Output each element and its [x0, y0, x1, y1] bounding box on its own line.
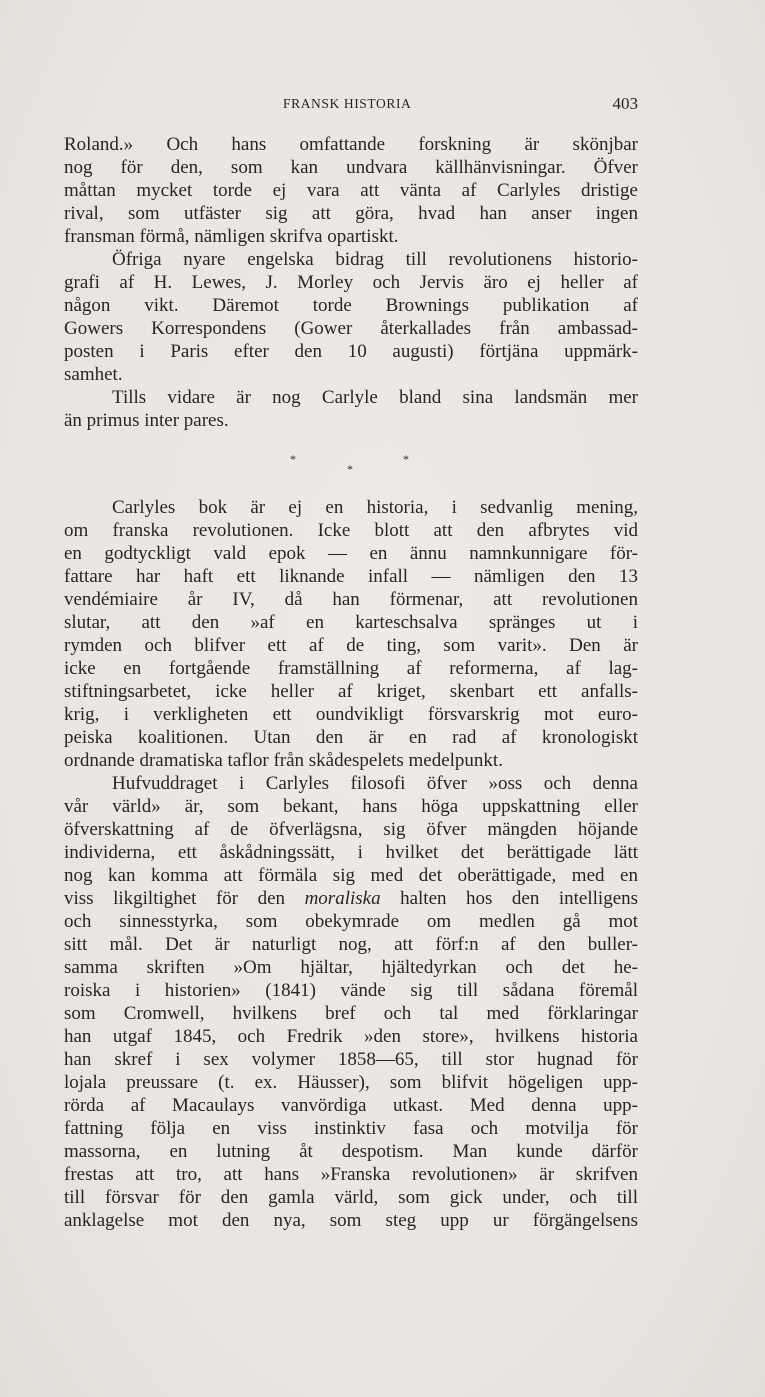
text-line: Öfriga nyare engelska bidrag till revolutionens historio-	[112, 249, 638, 270]
text-line: krig, i verkligheten ett oundvikligt försvarskrig mot euro-	[64, 704, 638, 725]
text-line: anklagelse mot den nya, som steg upp ur förgängelsens	[64, 1210, 638, 1231]
text-line: grafi af H. Lewes, J. Morley och Jervis äro ej heller af	[64, 272, 638, 293]
text-line: individerna, ett åskådningssätt, i hvilket det berättigade lätt	[64, 842, 638, 863]
text-segment: halten hos den intelligens	[400, 888, 639, 909]
text-line: rival, som utfäster sig att göra, hvad han anser ingen	[64, 203, 638, 224]
text-line: posten i Paris efter den 10 augusti) förtjäna uppmärk-	[64, 341, 638, 362]
asterisk: *	[290, 452, 296, 466]
text-line: vendémiaire år IV, då han förmenar, att revolutionen	[64, 589, 638, 610]
text-line: Gowers Korrespondens (Gower återkallades från ambassad-	[64, 318, 638, 339]
text-line: fattning följa en viss instinktiv fasa och motvilja för	[64, 1118, 638, 1139]
text-line: han utgaf 1845, och Fredrik »den store», hvilkens historia	[64, 1026, 638, 1047]
text-line: någon vikt. Däremot torde Brownings publikation af	[64, 295, 638, 316]
text-line	[64, 887, 638, 910]
text-line: Tills vidare är nog Carlyle bland sina landsmän mer	[112, 387, 638, 408]
text-line: som Cromwell, hvilkens bref och tal med förklaringar	[64, 1003, 638, 1024]
running-head: FRANSK HISTORIA	[283, 96, 412, 111]
text-line: massorna, en lutning åt despotism. Man kunde därför	[64, 1141, 638, 1162]
text-line: slutar, att den »af en karteschsalva spränges ut i	[64, 612, 638, 633]
text-line: han skref i sex volymer 1858—65, till stor hugnad för	[64, 1049, 638, 1070]
text-line: vår värld» är, som bekant, hans höga uppskattning eller	[64, 796, 638, 817]
text-line: ordnande dramatiska taflor från skådespelets medelpunkt.	[64, 750, 503, 771]
text-line: Roland.» Och hans omfattande forskning är skönjbar	[64, 134, 638, 155]
emphasized-word: moraliska	[304, 888, 381, 909]
text-line: lojala preussare (t. ex. Häusser), som blifvit högeligen upp-	[64, 1072, 638, 1093]
text-line: rörda af Macaulays vanvördiga utkast. Med denna upp-	[64, 1095, 638, 1116]
text-line: fransman förmå, nämligen skrifva opartiskt.	[64, 226, 399, 247]
text-line: Carlyles bok är ej en historia, i sedvanlig mening,	[112, 497, 638, 518]
text-line: fattare har haft ett liknande infall — nämligen den 13	[64, 566, 638, 587]
text-line: till försvar för den gamla värld, som gick under, och till	[64, 1187, 638, 1208]
text-line: peiska koalitionen. Utan den är en rad af kronologiskt	[64, 727, 638, 748]
text-segment: viss likgiltighet för den	[64, 888, 286, 909]
text-line: sitt mål. Det är naturligt nog, att förf:n af den buller-	[64, 934, 638, 955]
text-line: Hufvuddraget i Carlyles filosofi öfver »oss och denna	[112, 773, 638, 794]
text-line: rymden och blifver ett af de ting, som varit». Den är	[64, 635, 638, 656]
page-header	[64, 94, 638, 116]
asterisk: *	[347, 462, 353, 476]
text-line: än primus inter pares.	[64, 410, 229, 431]
text-line: måttan mycket torde ej vara att vänta af Carlyles dristige	[64, 180, 638, 201]
text-line: samma skriften »Om hjältar, hjältedyrkan och det he-	[64, 957, 638, 978]
text-line: och sinnesstyrka, som obekymrade om medlen gå mot	[64, 911, 638, 932]
asterisk: *	[403, 452, 409, 466]
text-line: nog för den, som kan undvara källhänvisningar. Öfver	[64, 157, 638, 178]
text-line: om franska revolutionen. Icke blott att den afbrytes vid	[64, 520, 638, 541]
text-line: öfverskattning af de öfverlägsna, sig öfver mängden höjande	[64, 819, 638, 840]
text-line: samhet.	[64, 364, 123, 385]
text-line: stiftningsarbetet, icke heller af kriget, skenbart ett anfalls-	[64, 681, 638, 702]
text-line: frestas att tro, att hans »Franska revolutionen» är skrifven	[64, 1164, 638, 1185]
text-line: icke en fortgående framställning af reformerna, af lag-	[64, 658, 638, 679]
text-line: nog kan komma att förmäla sig med det oberättigade, med en	[64, 865, 638, 886]
text-line: roiska i historien» (1841) vände sig till sådana föremål	[64, 980, 638, 1001]
page-number: 403	[612, 94, 638, 113]
text-line: en godtyckligt vald epok — en ännu namnkunnigare för-	[64, 543, 638, 564]
